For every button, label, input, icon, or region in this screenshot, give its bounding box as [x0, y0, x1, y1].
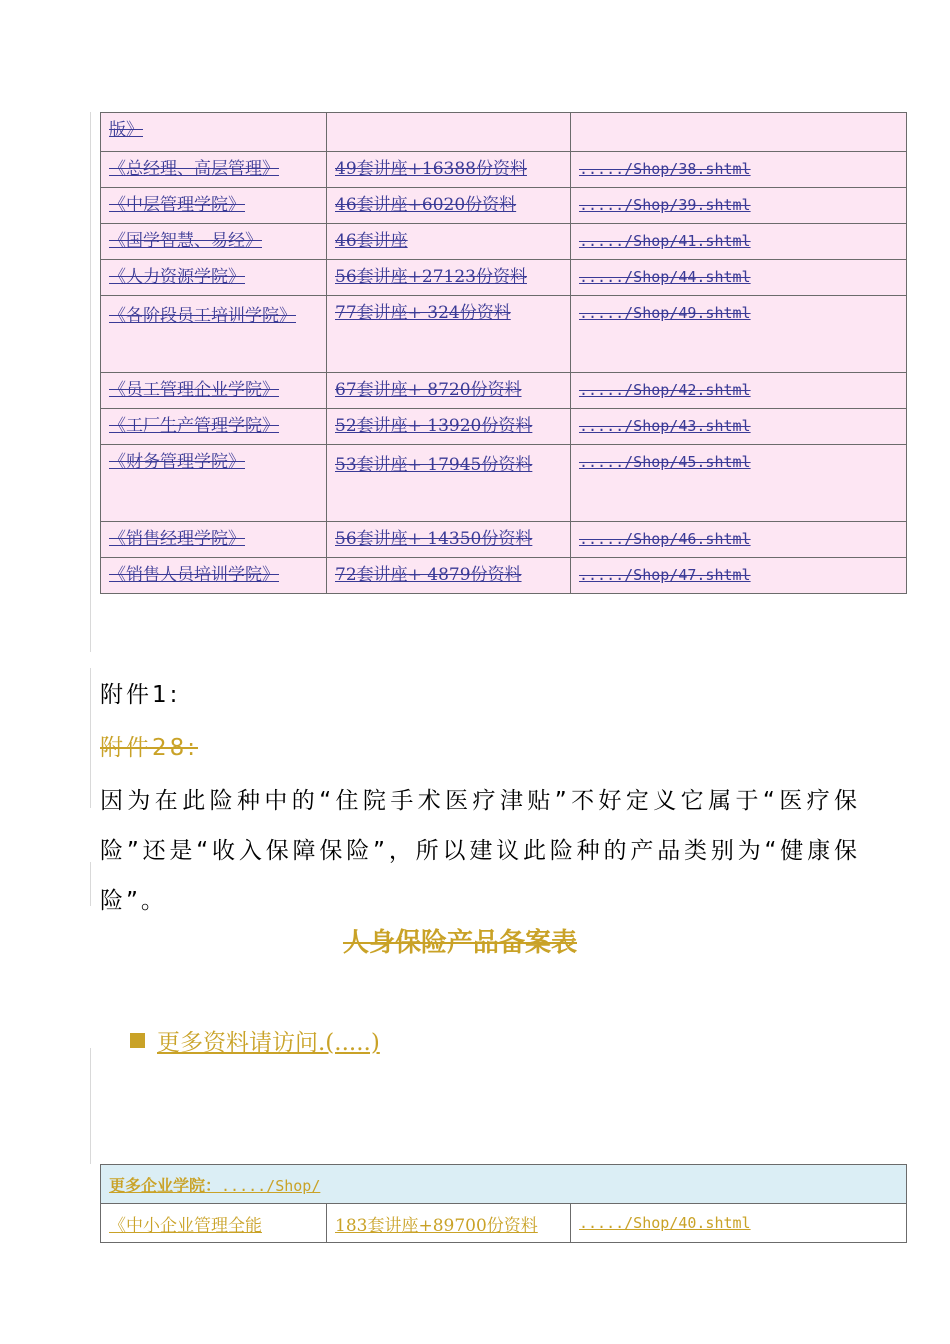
table-row — [101, 373, 907, 409]
course-content-cell[interactable]: 67套讲座+ 8720份资料 — [327, 373, 571, 409]
course-content-cell[interactable]: 183套讲座+89700份资料 — [327, 1204, 571, 1243]
left-margin-rule — [90, 1048, 91, 1164]
course-url-cell[interactable]: ...../Shop/38.shtml — [571, 152, 907, 188]
course-url-cell[interactable]: ...../Shop/49.shtml — [571, 296, 907, 373]
table-row — [101, 445, 907, 522]
course-url-cell[interactable]: ...../Shop/41.shtml — [571, 224, 907, 260]
course-name-cell[interactable]: 《国学智慧、易经》 — [101, 224, 327, 260]
table-row — [101, 224, 907, 260]
course-content-cell[interactable]: 56套讲座+27123份资料 — [327, 260, 571, 296]
course-table — [100, 112, 907, 594]
course-name-cell[interactable]: 《各阶段员工培训学院》 — [101, 296, 327, 373]
course-name-cell[interactable]: 《中小企业管理全能 — [101, 1204, 327, 1243]
course-content-cell[interactable]: 53套讲座+ 17945份资料 — [327, 445, 571, 522]
left-margin-rule — [90, 862, 91, 906]
left-margin-rule — [90, 668, 91, 808]
course-name-cell[interactable]: 《总经理、高层管理》 — [101, 152, 327, 188]
course-url-cell[interactable]: ...../Shop/39.shtml — [571, 188, 907, 224]
table-row — [101, 296, 907, 373]
bullet-square-icon — [130, 1033, 145, 1048]
table-row — [101, 522, 907, 558]
course-url-cell[interactable]: ...../Shop/46.shtml — [571, 522, 907, 558]
course-url-cell[interactable]: ...../Shop/45.shtml — [571, 445, 907, 522]
course-url-cell — [571, 113, 907, 152]
course-name-cell[interactable]: 《工厂生产管理学院》 — [101, 409, 327, 445]
attachment-28-label: 附件28: — [100, 735, 199, 761]
course-content-cell[interactable]: 72套讲座+ 4879份资料 — [327, 558, 571, 594]
more-colleges-url[interactable]: ...../Shop/ — [221, 1176, 321, 1195]
course-name-cell[interactable]: 《财务管理学院》 — [101, 445, 327, 522]
course-name-cell[interactable]: 《员工管理企业学院》 — [101, 373, 327, 409]
course-name-cell[interactable]: 《销售经理学院》 — [101, 522, 327, 558]
course-url-cell[interactable]: ...../Shop/42.shtml — [571, 373, 907, 409]
more-colleges-header[interactable] — [101, 1165, 907, 1204]
course-name-cell[interactable]: 版》 — [101, 113, 327, 152]
course-content-cell[interactable]: 77套讲座+ 324份资料 — [327, 296, 571, 373]
course-content-cell[interactable]: 56套讲座+ 14350份资料 — [327, 522, 571, 558]
table-header-row — [101, 1165, 907, 1204]
course-name-cell[interactable]: 《销售人员培训学院》 — [101, 558, 327, 594]
more-colleges-label: 更多企业学院： — [109, 1175, 222, 1195]
table-row — [101, 260, 907, 296]
table-row — [101, 152, 907, 188]
course-url-cell[interactable]: ...../Shop/44.shtml — [571, 260, 907, 296]
course-name-cell[interactable]: 《人力资源学院》 — [101, 260, 327, 296]
course-content-cell[interactable]: 46套讲座 — [327, 224, 571, 260]
course-url-cell[interactable]: ...../Shop/47.shtml — [571, 558, 907, 594]
course-url-cell[interactable]: ...../Shop/40.shtml — [571, 1204, 907, 1243]
course-content-cell[interactable]: 49套讲座+16388份资料 — [327, 152, 571, 188]
more-info-link[interactable] — [130, 1024, 380, 1057]
more-info-text[interactable]: 更多资料请访问.(.....) — [157, 1030, 380, 1056]
form-title: 人身保险产品备案表 — [342, 928, 577, 958]
course-content-cell[interactable]: 46套讲座+6020份资料 — [327, 188, 571, 224]
table-row — [101, 1204, 907, 1243]
table-row — [101, 113, 907, 152]
body-paragraph: 因为在此险种中的“住院手术医疗津贴”不好定义它属于“医疗保险”还是“收入保障保险”，所以建议此险种的产品类别为“健康保险”。 — [100, 788, 860, 914]
course-name-cell[interactable]: 《中层管理学院》 — [101, 188, 327, 224]
course-url-cell[interactable]: ...../Shop/43.shtml — [571, 409, 907, 445]
table-row — [101, 558, 907, 594]
table-row — [101, 409, 907, 445]
table-row — [101, 188, 907, 224]
attachment-1-label: 附件1: — [100, 682, 181, 708]
more-colleges-table — [100, 1164, 907, 1243]
left-margin-rule — [90, 112, 91, 652]
course-content-cell — [327, 113, 571, 152]
course-content-cell[interactable]: 52套讲座+ 13920份资料 — [327, 409, 571, 445]
